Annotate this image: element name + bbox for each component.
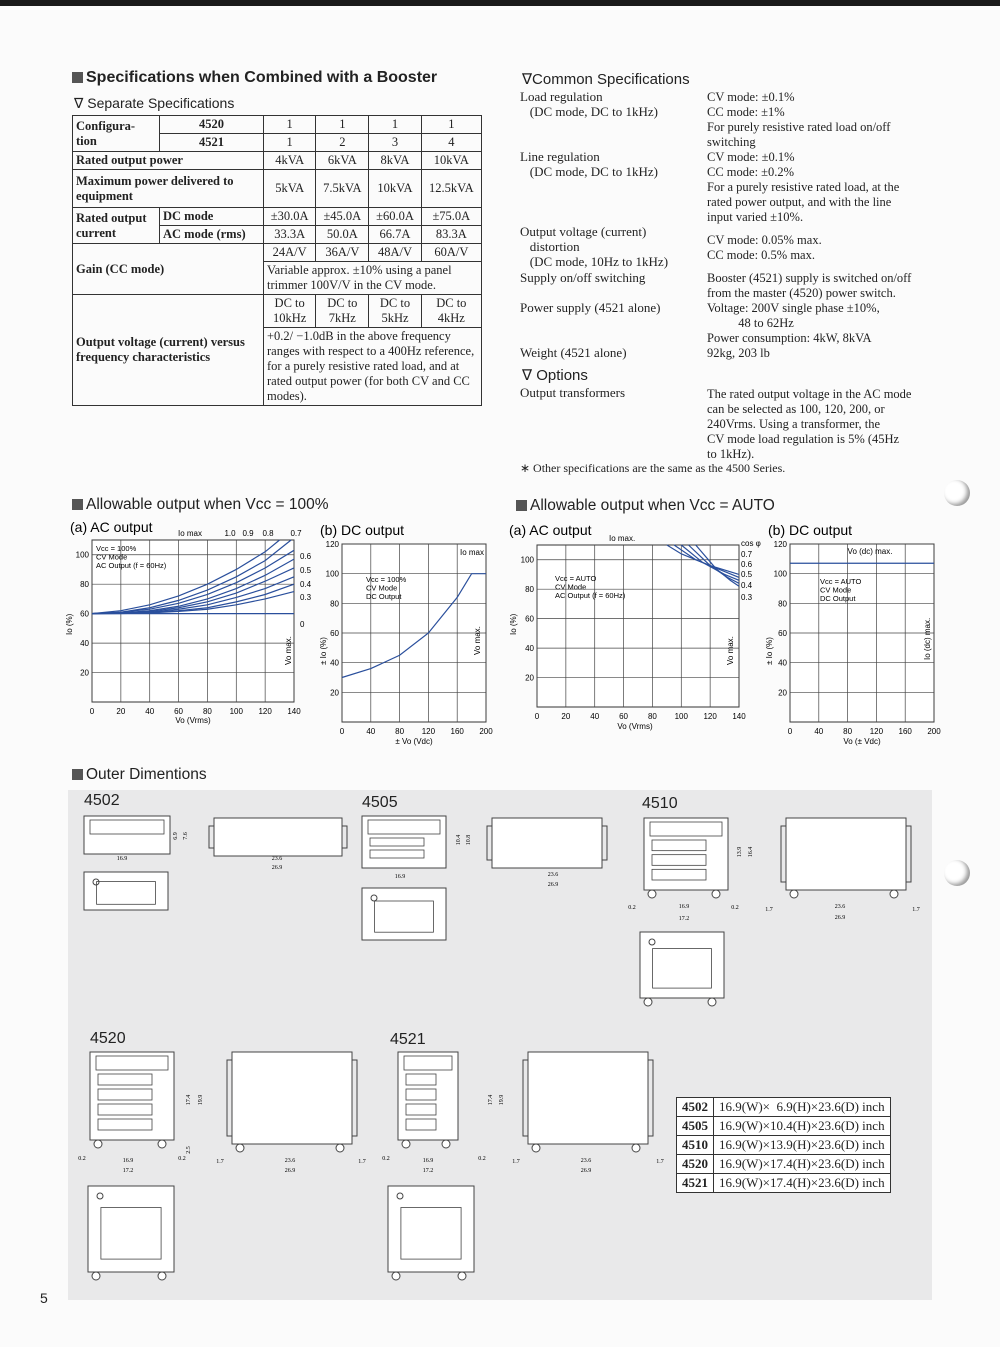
model-label-4521: 4521 <box>390 1031 426 1048</box>
y-tick-label: 80 <box>778 599 787 609</box>
wheel <box>644 998 652 1006</box>
gain-note: Variable approx. ±10% using a panel trimmer 100V/V in the CV mode. <box>264 262 482 295</box>
chart-subtitle: (b) DC output <box>320 522 405 538</box>
pf-label: 0.7 <box>290 529 302 538</box>
dimension-label: 23.6 <box>547 872 559 878</box>
dimension-label: 16.9 <box>122 1158 134 1164</box>
dimension-label: 26.9 <box>834 915 846 921</box>
supply-label: Supply on/off switching <box>520 270 646 285</box>
y-tick-label: 120 <box>325 540 339 549</box>
y-tick-label: 120 <box>773 540 787 549</box>
power-supply-label: Power supply (4521 alone) <box>520 300 661 315</box>
x-tick-label: 100 <box>674 712 688 721</box>
y-tick-label: 40 <box>525 644 534 654</box>
x-tick-label: 0 <box>89 707 95 716</box>
max-power-label: Maximum power delivered to equipment <box>73 170 264 208</box>
front-view-4510 <box>644 818 728 890</box>
x-tick-label: 120 <box>258 707 272 716</box>
chart-subtitle: (a) AC output <box>70 519 153 535</box>
wheel <box>94 1140 102 1148</box>
common-specs-title: ∇Common Specifications <box>522 71 690 88</box>
table-row: 4510 16.9(W)×13.9(H)×23.6(D) inch <box>677 1136 891 1155</box>
x-axis-label: Vo (Vrms) <box>617 722 653 731</box>
gain-label: Gain (CC mode) <box>73 244 264 295</box>
wheel <box>648 890 656 898</box>
pf-label: 0.5 <box>741 570 753 579</box>
x-tick-label: 160 <box>898 727 912 736</box>
y-tick-label: 100 <box>773 569 787 579</box>
options-title: ∇ Options <box>522 367 588 384</box>
pf-label: 0.3 <box>300 593 312 602</box>
separate-specs-title: ∇ Separate Specifications <box>74 95 235 111</box>
dimension-label: 0.2 <box>78 1156 86 1162</box>
vo-max-label: Vo max. <box>726 636 735 665</box>
wheel <box>336 1144 344 1152</box>
pf-label: 0 <box>300 620 305 629</box>
dimension-label: 17.2 <box>678 916 690 922</box>
model-label-4510: 4510 <box>642 795 678 812</box>
weight-label: Weight (4521 alone) <box>520 345 627 360</box>
legend-text: DC Output <box>820 594 856 603</box>
y-axis-label: ± Io (%) <box>765 637 774 665</box>
line-reg-value: CV mode: ±0.1% CC mode: ±0.2% For a purely resistive rated load, at the rated power output, and with the line input varied ±10%. <box>707 150 900 224</box>
dimension-label: 0.2 <box>478 1156 486 1162</box>
y-tick-label: 60 <box>525 614 534 624</box>
handle <box>487 826 492 860</box>
front-view-4505 <box>362 816 446 868</box>
outer-dims-title: Outer Dimentions <box>72 766 207 784</box>
dimension-label: 16.9 <box>394 874 406 880</box>
dimension-label: 2.5 <box>186 1146 192 1154</box>
dimension-label: 17.2 <box>122 1168 134 1174</box>
y-tick-label: 80 <box>330 599 339 609</box>
dimension-label: 16.9 <box>116 856 128 862</box>
freq-note: +0.2/ −1.0dB in the above frequency ranges with respect to a 400Hz reference, for a purely resistive rated load, and at rated output power (for both CV and CC modes). <box>264 328 482 406</box>
x-tick-label: 20 <box>116 707 126 716</box>
dimension-label: 1.7 <box>765 907 773 913</box>
dc-mode-label: DC mode <box>160 208 264 226</box>
wheel <box>632 1144 640 1152</box>
chart-subtitle: (b) DC output <box>768 522 853 538</box>
model-label-4502: 4502 <box>84 792 120 809</box>
io-max-label: Io max <box>459 548 484 557</box>
x-tick-label: 140 <box>732 712 746 721</box>
legend-text: AC Output (f = 60Hz) <box>555 591 626 600</box>
rated-output-power-label: Rated output power <box>73 152 264 170</box>
pf-label: 0.3 <box>741 593 753 602</box>
y-tick-label: 80 <box>525 585 534 595</box>
pf-label: 0.6 <box>300 552 312 561</box>
side-view-4505 <box>492 818 602 868</box>
legend-text: CV Mode <box>555 582 587 592</box>
y-tick-label: 20 <box>778 688 787 698</box>
pf-label: 0.6 <box>741 560 753 569</box>
y-tick-label: 60 <box>330 629 339 638</box>
dimension-label: 26.9 <box>284 1168 296 1174</box>
dimension-label: 23.6 <box>271 856 283 862</box>
dimension-label: 17.2 <box>422 1168 434 1174</box>
x-tick-label: 200 <box>927 727 941 736</box>
dimension-label: 1.7 <box>656 1159 664 1165</box>
legend-text: AC Output (f = 60Hz) <box>96 561 167 570</box>
configuration-label: Configura- tion <box>73 116 160 152</box>
y-tick-label: 40 <box>778 658 787 668</box>
line-reg-label: Line regulation (DC mode, DC to 1kHz) <box>520 149 658 179</box>
chart-right-title: Allowable output when Vcc = AUTO <box>516 497 775 515</box>
specs-title: Specifications when Combined with a Booster <box>72 69 437 87</box>
y-tick-label: 100 <box>325 569 339 579</box>
wheel <box>890 890 898 898</box>
dimension-label: 1.7 <box>512 1159 520 1165</box>
legend-text: Vcc = 100% <box>366 575 407 584</box>
pf-label: 1.0 <box>224 529 236 538</box>
x-tick-label: 40 <box>366 727 376 736</box>
ac-mode-label: AC mode (rms) <box>160 226 264 244</box>
front-view-4520 <box>90 1052 174 1140</box>
handle <box>523 1060 528 1136</box>
handle <box>602 826 607 860</box>
table-row: 4520 16.9(W)×17.4(H)×23.6(D) inch <box>677 1155 891 1174</box>
x-tick-label: 80 <box>395 727 405 736</box>
y-tick-label: 20 <box>80 668 89 678</box>
chart-subtitle: (a) AC output <box>509 522 592 538</box>
dimension-label: 23.6 <box>834 904 846 910</box>
dimension-label: 1.7 <box>912 907 920 913</box>
dimension-label: 0.2 <box>178 1156 186 1162</box>
x-tick-label: 0 <box>534 712 540 721</box>
pf-label: 0.4 <box>300 580 312 589</box>
x-tick-label: 80 <box>843 727 853 736</box>
y-tick-label: 60 <box>80 609 89 619</box>
wheel <box>790 890 798 898</box>
dimension-label: 23.6 <box>580 1158 592 1164</box>
y-tick-label: 20 <box>330 688 339 698</box>
distortion-value: CV mode: 0.05% max. CC mode: 0.5% max. <box>707 233 822 262</box>
wheel <box>712 890 720 898</box>
x-tick-label: 120 <box>421 727 436 736</box>
x-tick-label: 0 <box>339 727 345 736</box>
io-max-label: Io max <box>178 529 203 538</box>
legend-text: Vcc = AUTO <box>820 577 862 586</box>
cos-label: cos φ <box>741 539 761 548</box>
x-tick-label: 160 <box>450 727 464 736</box>
dimensions-table <box>676 1097 891 1193</box>
y-tick-label: 100 <box>520 555 534 565</box>
power-supply-value: Voltage: 200V single phase ±10%, 48 to 62Hz Power consumption: 4kW, 8kVA <box>707 301 880 345</box>
dimension-label: 17.4 <box>488 1094 494 1106</box>
dimension-label: 19.9 <box>198 1094 204 1106</box>
wheel <box>158 1140 166 1148</box>
handle <box>781 826 786 882</box>
y-tick-label: 60 <box>778 629 787 638</box>
pf-label: 0.8 <box>262 529 274 538</box>
model-label-4520: 4520 <box>90 1030 126 1047</box>
rated-current-label: Rated output current <box>73 208 160 244</box>
wheel <box>442 1140 450 1148</box>
dimension-label: 0.2 <box>382 1156 390 1162</box>
dimension-label: 10.8 <box>466 834 472 846</box>
vo-max-label: Vo max. <box>473 626 482 655</box>
handle <box>906 826 911 882</box>
x-tick-label: 100 <box>229 707 243 716</box>
y-tick-label: 20 <box>525 673 534 683</box>
side-view-4502 <box>214 818 342 856</box>
common-footnote: ∗ Other specifications are the same as the 4500 Series. <box>520 461 786 475</box>
dimension-label: 13.9 <box>737 846 743 858</box>
io-max-label: Io max. <box>609 534 636 543</box>
x-tick-label: 200 <box>479 727 493 736</box>
dimension-label: 16.9 <box>422 1158 434 1164</box>
load-reg-label: Load regulation (DC mode, DC to 1kHz) <box>520 89 658 119</box>
dimension-label: 17.4 <box>186 1094 192 1106</box>
wheel <box>92 1272 100 1280</box>
x-tick-label: 80 <box>647 712 657 721</box>
legend-text: CV Mode <box>96 552 128 562</box>
legend-text: Vcc = 100% <box>96 544 137 553</box>
handle <box>352 1060 357 1136</box>
y-tick-label: 100 <box>75 550 89 560</box>
wheel <box>392 1272 400 1280</box>
x-tick-label: 40 <box>145 707 155 716</box>
model-label-4505: 4505 <box>362 794 398 811</box>
x-tick-label: 140 <box>287 707 301 716</box>
model-4521-label: 4521 <box>160 134 264 152</box>
distortion-label: Output voltage (current) distortion (DC mode, 10Hz to 1kHz) <box>520 224 669 269</box>
legend-text: CV Mode <box>820 585 852 595</box>
legend-text: DC Output <box>366 592 402 601</box>
x-axis-label: Vo (Vrms) <box>175 716 211 725</box>
handle <box>209 826 214 848</box>
side-view-4521 <box>528 1052 648 1144</box>
front-view-4521 <box>398 1052 458 1140</box>
x-tick-label: 80 <box>202 707 212 716</box>
table-row: 4502 16.9(W)× 6.9(H)×23.6(D) inch <box>677 1098 891 1117</box>
side-view-4520 <box>232 1052 352 1144</box>
dimension-label: 10.4 <box>456 834 462 846</box>
table-row: 4521 16.9(W)×17.4(H)×23.6(D) inch <box>677 1174 891 1193</box>
freq-label: Output voltage (current) versus frequency characteristics <box>73 295 264 406</box>
wheel <box>158 1272 166 1280</box>
dimension-label: 0.2 <box>628 905 636 911</box>
vo-dc-max-label: Vo (dc) max. <box>847 547 893 556</box>
x-tick-label: 40 <box>590 712 600 721</box>
y-axis-label: Io (%) <box>65 613 74 635</box>
wheel <box>708 998 716 1006</box>
dimension-label: 1.7 <box>358 1159 366 1165</box>
handle <box>227 1060 232 1136</box>
handle <box>342 826 347 848</box>
legend-text: Vcc = AUTO <box>555 574 597 583</box>
x-tick-label: 60 <box>619 712 629 721</box>
x-tick-label: 120 <box>703 712 717 721</box>
dimension-label: 19.9 <box>499 1094 505 1106</box>
dimension-label: 7.6 <box>183 832 189 840</box>
pf-label: 0.9 <box>242 529 254 538</box>
page-number: 5 <box>40 1290 48 1306</box>
dimension-label: 16.9 <box>678 904 690 910</box>
y-axis-label: Io (%) <box>509 613 518 635</box>
vo-max-label: Vo max. <box>284 636 293 665</box>
x-tick-label: 40 <box>814 727 824 736</box>
legend-text: CV Mode <box>366 583 398 593</box>
x-tick-label: 60 <box>174 707 184 716</box>
dimension-label: 26.9 <box>580 1168 592 1174</box>
dimension-label: 1.7 <box>216 1159 224 1165</box>
dimension-label: 6.9 <box>173 832 179 840</box>
x-axis-label: Vo (± Vdc) <box>843 737 881 746</box>
load-reg-value: CV mode: ±0.1% CC mode: ±1% For purely resistive rated load on/off switching <box>707 90 891 149</box>
x-axis-label: ± Vo (Vdc) <box>395 737 433 746</box>
wheel <box>236 1144 244 1152</box>
y-axis-label: ± Io (%) <box>319 637 328 665</box>
front-view-4502 <box>84 816 170 854</box>
specs-table: Configura- tion 4520 1 1 1 1 4521 1 2 3 4 Rated output power 4kVA 6kVA 8kVA 10kVA Maximum power delivered to equipment 5kVA 7.5kVA 10kVA 12.5kVA Rated output current DC mode ±30.0A ±45.0A ±60.0A ±75.0A AC mode (rms) 33.3A 50.0A 66.7A 83.3A Gain (CC mode) 24A/V 36A/V 48A/V 60A/V Variable approx. ±10% using a panel trimmer 100V/V in the CV mode. Output voltage (current) versus frequency characteristics DC to 10kHz DC to 7kHz DC to 5kHz DC to 4kHz +0.2/ −1.0dB in the above frequency ranges with respect to a 400Hz reference, for a purely resistive rated load, and at rated output power (for both CV and CC modes). <box>72 115 482 406</box>
transformers-label: Output transformers <box>520 385 626 400</box>
side-view-4510 <box>786 818 906 890</box>
y-tick-label: 40 <box>80 639 89 649</box>
dimension-label: 23.6 <box>284 1158 296 1164</box>
dimension-label: 26.9 <box>547 882 559 888</box>
supply-value: Booster (4521) supply is switched on/off from the master (4520) power switch. <box>707 271 912 300</box>
handle <box>648 1060 653 1136</box>
wheel <box>402 1140 410 1148</box>
x-tick-label: 120 <box>869 727 884 736</box>
weight-value: 92kg, 203 lb <box>707 346 770 360</box>
wheel <box>532 1144 540 1152</box>
y-tick-label: 40 <box>330 658 339 668</box>
dimension-label: 16.4 <box>748 846 754 858</box>
y-tick-label: 80 <box>80 580 89 590</box>
pf-label: 0.7 <box>741 550 753 559</box>
dimension-label: 26.9 <box>271 865 283 871</box>
pf-label: 0.5 <box>300 566 312 575</box>
io-dc-max-label: Io (dc) max. <box>923 617 932 660</box>
table-row: 4505 16.9(W)×10.4(H)×23.6(D) inch <box>677 1117 891 1136</box>
pf-label: 0.4 <box>741 581 753 590</box>
wheel <box>458 1272 466 1280</box>
x-tick-label: 0 <box>787 727 793 736</box>
model-4520-label: 4520 <box>160 116 264 134</box>
transformers-value: The rated output voltage in the AC mode can be selected as 100, 120, 200, or 240Vrms. Using a transformer, the CV mode load regulation is 5% (45Hz to 1kHz). <box>707 387 912 461</box>
x-tick-label: 20 <box>561 712 571 721</box>
chart-left-title: Allowable output when Vcc = 100% <box>72 496 329 514</box>
dimension-label: 0.2 <box>731 905 739 911</box>
